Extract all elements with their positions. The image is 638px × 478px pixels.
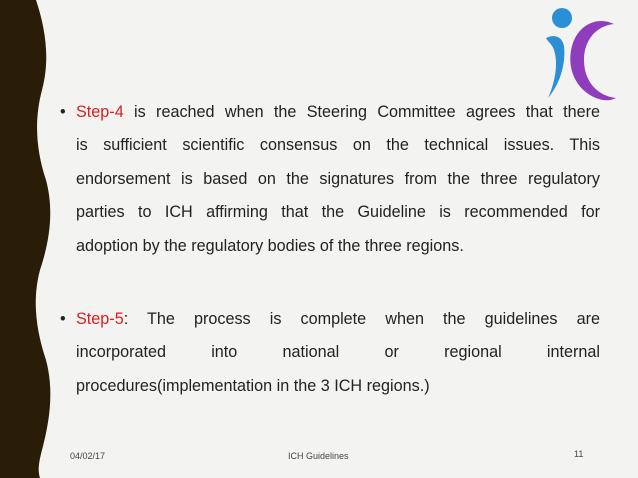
bullet-line: parties to ICH affirming that the Guideline is recommended for bbox=[76, 203, 600, 222]
bullet-step-4 bbox=[60, 96, 600, 263]
slide-content bbox=[60, 96, 600, 403]
ich-logo-icon bbox=[518, 2, 618, 106]
page-number: 11 bbox=[574, 449, 584, 459]
bullet-step-5 bbox=[60, 303, 600, 403]
bullet-line: is sufficient scientific consensus on the technical issues. This bbox=[76, 136, 600, 155]
bullet-text: is reached when the Steering Committee agrees that there bbox=[123, 103, 600, 121]
bullet-line: adoption by the regulatory bodies of the three regions. bbox=[76, 236, 464, 255]
bullet-line: incorporated into national or regional internal bbox=[76, 343, 600, 362]
bullet-line bbox=[76, 96, 600, 129]
step-label: Step-5 bbox=[76, 310, 124, 329]
step-label: Step-4 bbox=[76, 103, 124, 121]
bullet-line bbox=[76, 303, 600, 336]
bullet-dot: • bbox=[60, 103, 66, 121]
left-decorative-band bbox=[0, 0, 60, 478]
bullet-line: procedures(implementation in the 3 ICH regions.) bbox=[76, 376, 430, 395]
bullet-dot: • bbox=[60, 310, 66, 329]
footer-title: ICH Guidelines bbox=[288, 451, 349, 461]
step-label-separator: : bbox=[123, 310, 129, 329]
footer-date: 04/02/17 bbox=[70, 451, 106, 461]
bullet-text: The process is complete when the guidelines are bbox=[128, 310, 600, 329]
bullet-line: endorsement is based on the signatures from the three regulatory bbox=[76, 169, 600, 188]
